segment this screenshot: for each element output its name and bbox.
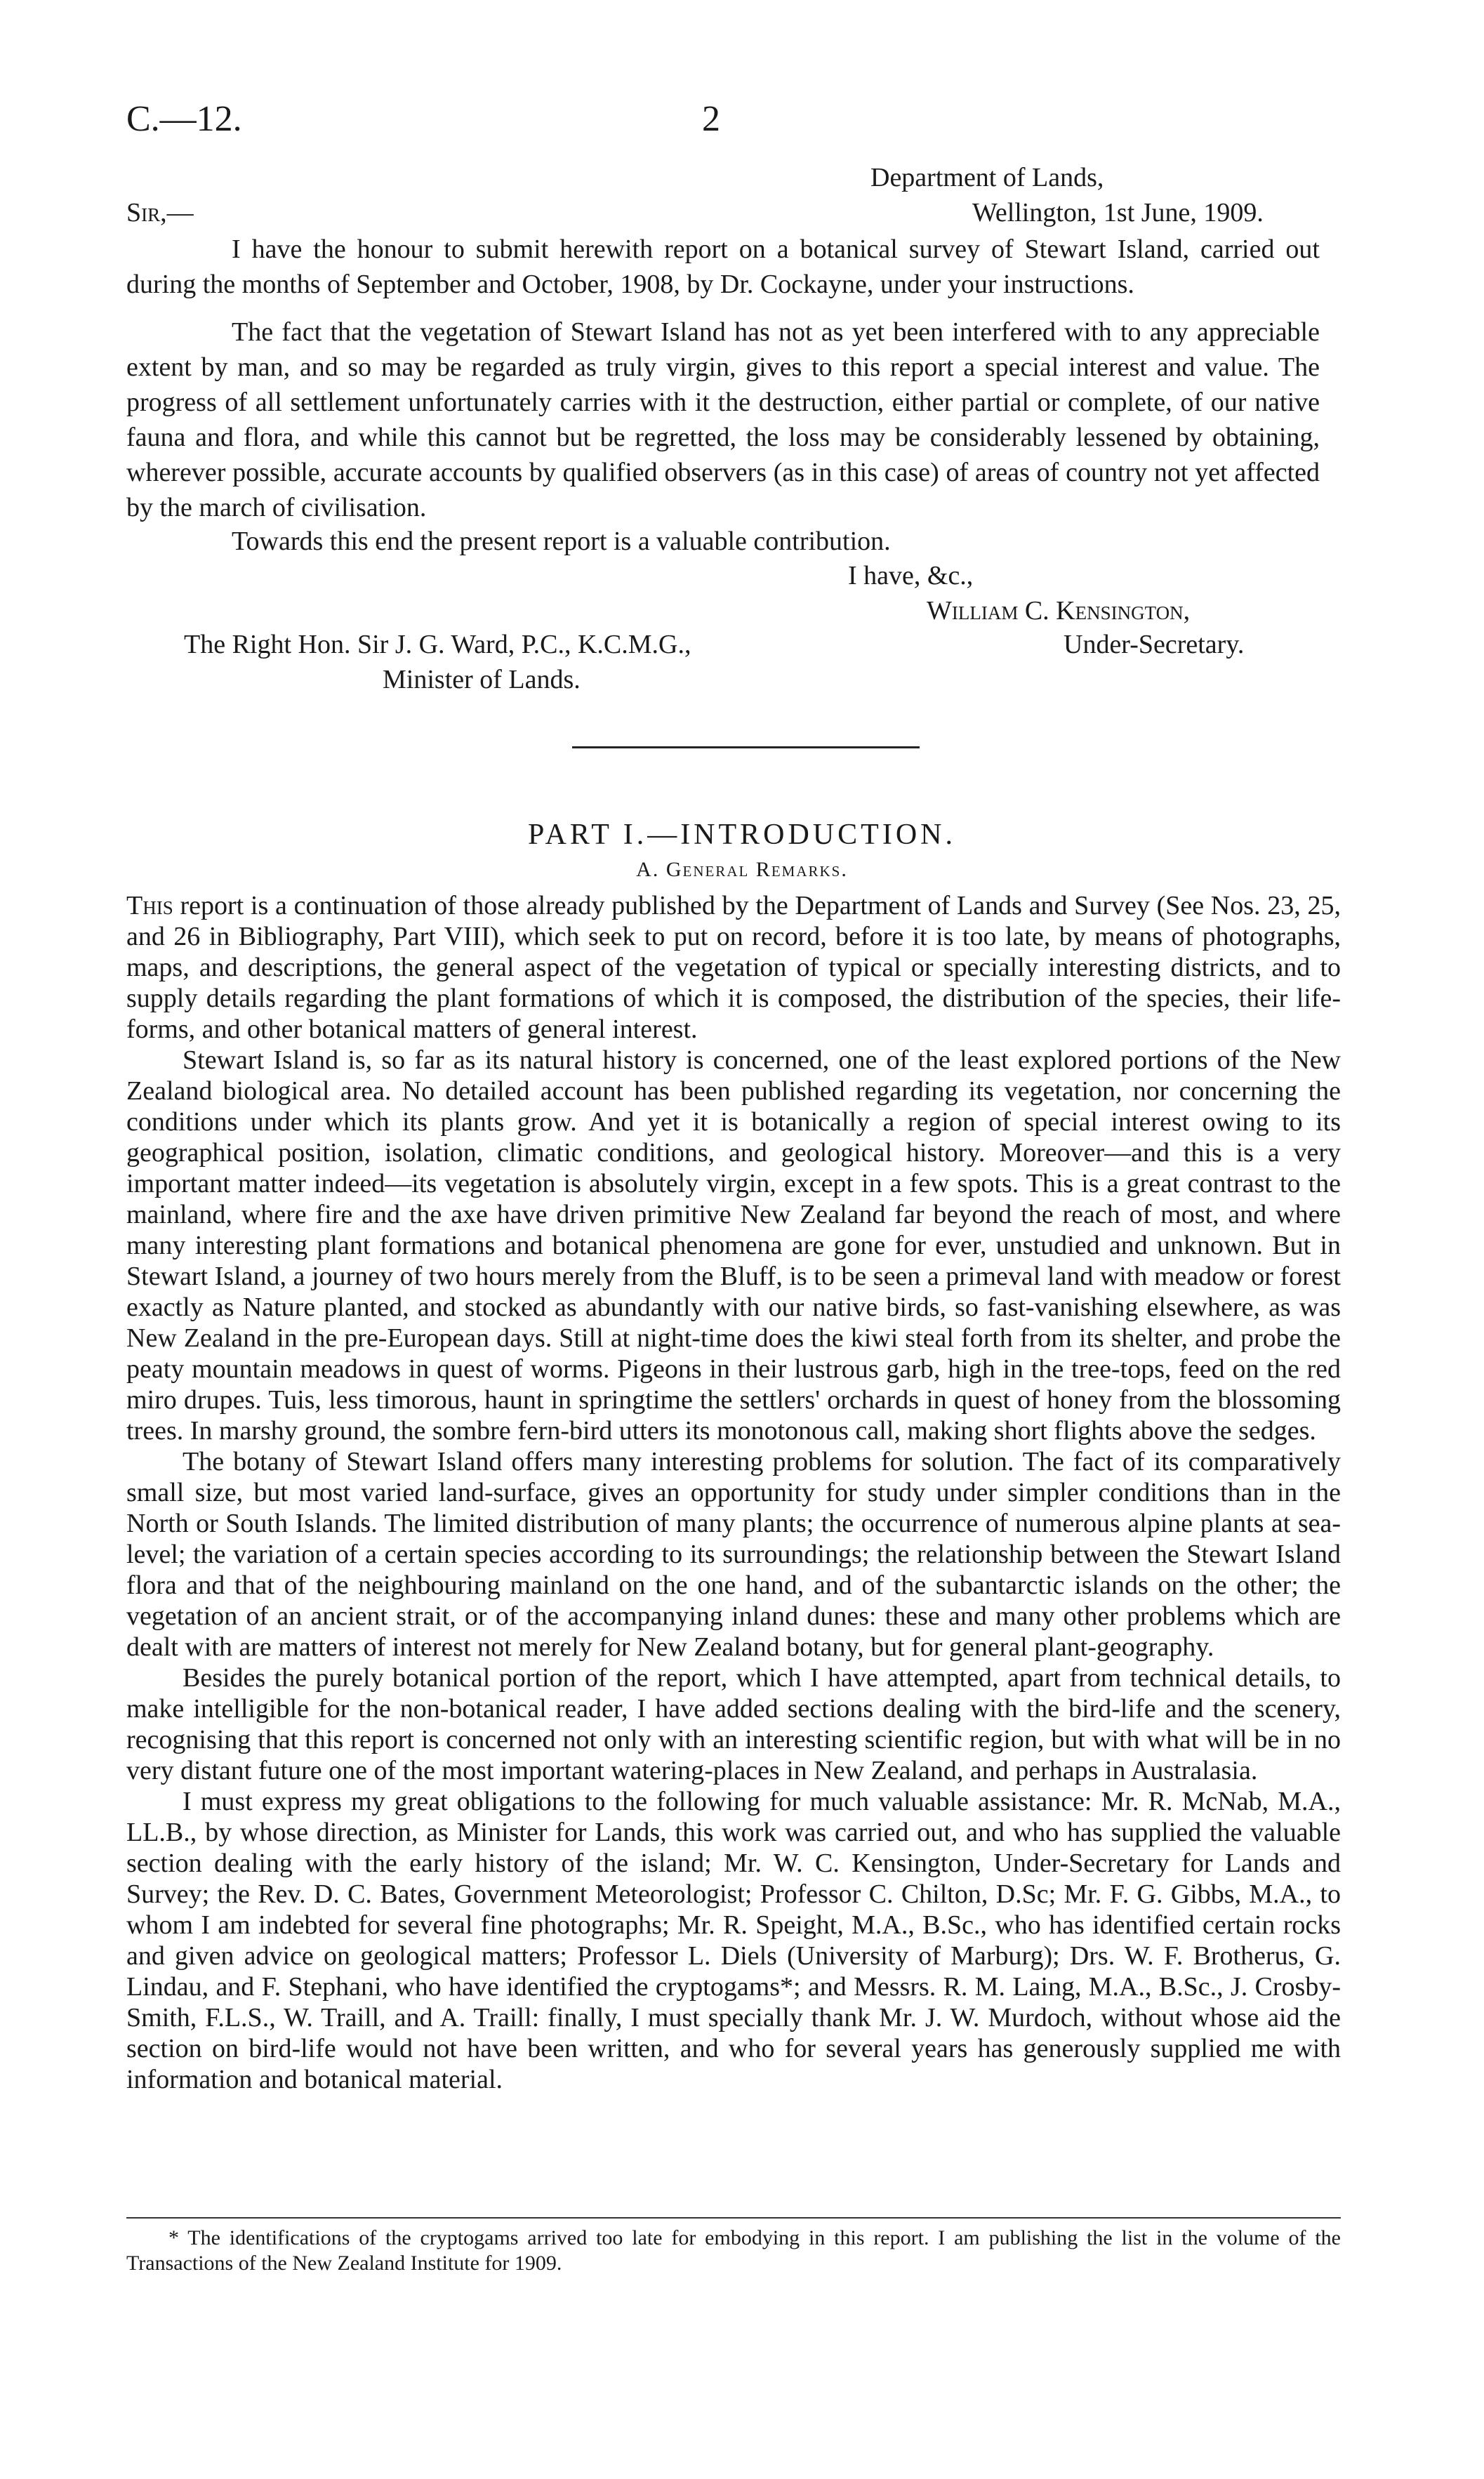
footnote-rule — [126, 2217, 1341, 2219]
body-paragraph: Stewart Island is, so far as its natural history is concerned, one of the least explored portions of the New Zealand biological area. No detailed account has been published regarding its vegetation, nor concerning the conditions under which its plants grow. And yet it is botanically a region of special interest owing to its geographical position, isolation, climatic conditions, and geological history. Moreover—and this is a very important matter indeed—its vegetation is absolutely virgin, except in a few spots. This is a great contrast to the mainland, where fire and the axe have driven primitive New Zealand far beyond the reach of most, and where many interesting plant formations and botanical phenomena are gone for ever, unstudied and unknown. But in Stewart Island, a journey of two hours merely from the Bluff, is to be seen a primeval land with meadow or forest exactly as Nature planted, and stocked as abundantly with our native birds, so fast-vanishing elsewhere, as was New Zealand in the pre-European days. Still at night-time does the kiwi steal forth from its shelter, and probe the peaty mountain meadows in quest of worms. Pigeons in their lustrous garb, high in the tree-tops, feed on the red miro drupes. Tuis, less timorous, haunt in springtime the settlers' orchards in quest of honey from the blossoming trees. In marshy ground, the sombre fern-bird utters its monotonous call, making short flights above the sedges. — [126, 1045, 1341, 1446]
body-paragraph: The botany of Stewart Island offers many interesting problems for solution. The fact of its comparatively small size, but most varied land-surface, gives an opportunity for study under simpler conditions than in the North or South Islands. The limited distribution of many plants; the occurrence of numerous alpine plants at sea-level; the variation of a certain species according to its surroundings; the relationship between the Stewart Island flora and that of the neighbouring mainland on the one hand, and of the subantarctic islands on the other; the vegetation of an ancient strait, or of the accompanying inland dunes: these and many other problems which are dealt with are matters of interest not merely for New Zealand botany, but for general plant-geography. — [126, 1447, 1341, 1662]
letter-paragraph: I have the honour to submit herewith report on a botanical survey of Stewart Island, carried out during the months of September and October, 1908, by Dr. Cockayne, under your instructions. — [126, 234, 1320, 299]
body-paragraph — [126, 890, 1341, 1045]
letter-dept-line1: Department of Lands, — [870, 163, 1104, 192]
paragraph-text: report is a continuation of those already published by the Department of Lands and Survey (See Nos. 23, 25, and 26 in Bibliography, Part VIII), which seek to put on record, before it is too late, by means of photographs, maps, and descriptions, the general aspect of the vegetation of typical or specially interesting districts, and to supply details regarding the plant formations of which it is composed, the distribution of the species, their life-forms, and other botanical matters of general interest. — [126, 891, 1341, 1044]
letter-signature: William C. Kensington, — [927, 596, 1191, 626]
letter-paragraph: Towards this end the present report is a valuable contribution. — [232, 527, 891, 556]
letter-addressee: The Right Hon. Sir J. G. Ward, P.C., K.C.M.G., — [184, 630, 691, 659]
letter-salutation: Sir,— — [126, 198, 194, 227]
section-divider — [572, 746, 920, 748]
footnote: * The identifications of the cryptogams arrived too late for embodying in this report. I am publishing the list in the volume of the Transactions of the New Zealand Institute for 1909. — [126, 2226, 1341, 2275]
part-title: PART I.—INTRODUCTION. — [527, 819, 956, 851]
section-subheading: A. General Remarks. — [636, 858, 848, 881]
body-paragraph: Besides the purely botanical portion of the report, which I have attempted, apart from technical details, to make intelligible for the non-botanical reader, I have added sections dealing with the bird-life and the scenery, recognising that this report is concerned not only with an interesting scientific region, but with what will be in no very distant future one of the most important watering-places in New Zealand, and perhaps in Australasia. — [126, 1663, 1341, 1785]
page-number: 2 — [702, 99, 720, 139]
letter-signatory-title: Under-Secretary. — [1064, 630, 1245, 659]
letter-paragraph: The fact that the vegetation of Stewart Island has not as yet been interfered with to any appreciable extent by man, and so may be regarded as truly virgin, gives to this report a special interest and value. The progress of all settlement unfortunately carries with it the destruction, either partial or complete, of our native fauna and flora, and while this cannot but be regretted, the loss may be considerably lessened by obtaining, wherever possible, accurate accounts by qualified observers (as in this case) of areas of country not yet affected by the march of civilisation. — [126, 317, 1320, 522]
letter-dept-line2: Wellington, 1st June, 1909. — [972, 198, 1264, 227]
document-code: C.—12. — [126, 99, 242, 139]
lead-word: This — [126, 891, 173, 920]
body-paragraph: I must express my great obligations to the following for much valuable assistance: Mr. R. McNab, M.A., LL.B., by whose direction, as Minister for Lands, this work was carried out, and who has supplied the valuable section dealing with the early history of the island; Mr. W. C. Kensington, Under-Secretary for Lands and Survey; the Rev. D. C. Bates, Government Meteorologist; Professor C. Chilton, D.Sc; Mr. F. G. Gibbs, M.A., to whom I am indebted for several fine photographs; Mr. R. Speight, M.A., B.Sc., who has identified certain rocks and given advice on geological matters; Professor L. Diels (University of Marburg); Drs. W. F. Brotherus, G. Lindau, and F. Stephani, who have identified the cryptogams*; and Messrs. R. M. Laing, M.A., B.Sc., J. Crosby-Smith, F.L.S., W. Traill, and A. Traill: finally, I must specially thank Mr. J. W. Murdoch, without whose aid the section on bird-life would not have been written, and who for several years has generously supplied me with information and botanical material. — [126, 1787, 1341, 2094]
body-text — [126, 890, 1341, 2095]
letter-addressee-title: Minister of Lands. — [383, 665, 581, 694]
letter-closing: I have, &c., — [848, 561, 974, 590]
